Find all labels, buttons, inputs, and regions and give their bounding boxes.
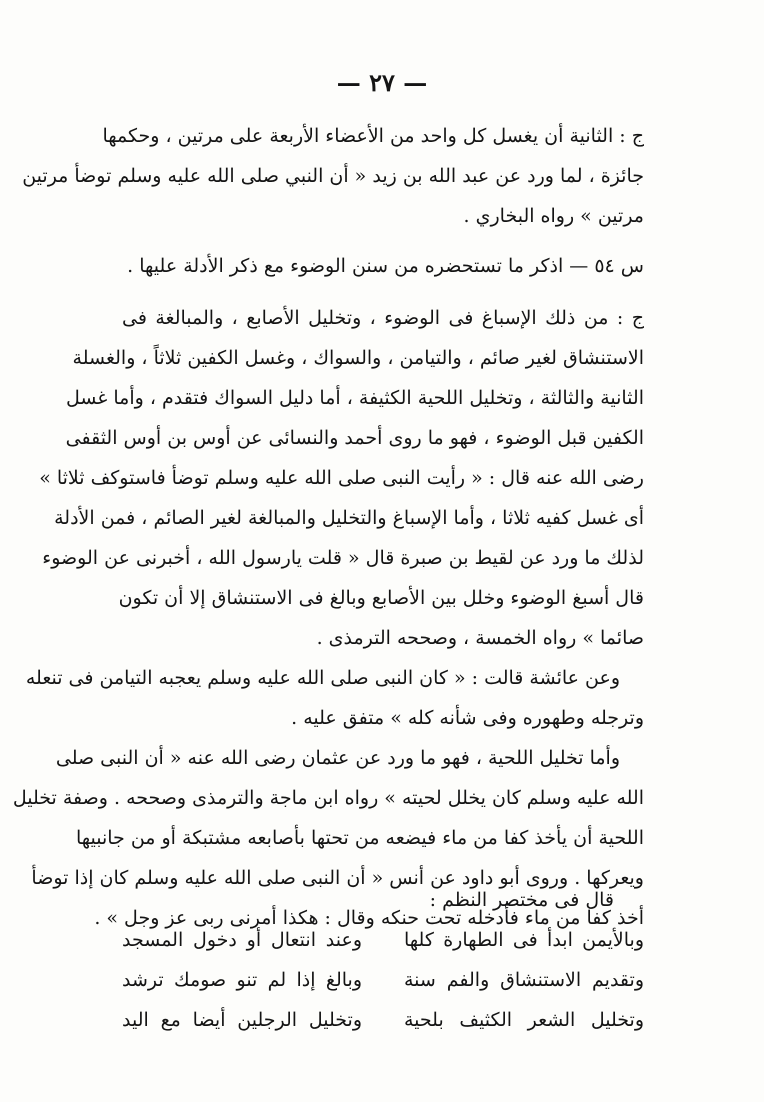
answer-3-paragraph bbox=[22, 116, 644, 236]
text-line: الاستنشاق لغير صائم ، والتيامن ، والسواك ، وغسل الكفين ثلاثاً ، والغسلة bbox=[72, 347, 644, 369]
verse-second-hemistich: وبالغ إذا لم تنو صومك ترشد bbox=[122, 969, 362, 991]
verse-first-hemistich: وتخليل الشعر الكثيف بلحية bbox=[404, 1009, 644, 1031]
text-line: رضى الله عنه قال : « رأيت النبى صلى الله عليه وسلم توضأ فاستوكف ثلاثا » bbox=[39, 467, 644, 489]
text-line: ج : الثانية أن يغسل كل واحد من الأعضاء الأربعة على مرتين ، وحكمها bbox=[102, 125, 644, 147]
text-line: صائما » رواه الخمسة ، وصححه الترمذى . bbox=[316, 627, 644, 649]
text-line: وأما تخليل اللحية ، فهو ما ورد عن عثمان رضى الله عنه « أن النبى صلى bbox=[55, 747, 620, 769]
poem-intro: قال فى مختصر النظم : bbox=[429, 889, 614, 911]
text-line: وترجله وطهوره وفى شأنه كله » متفق عليه . bbox=[291, 707, 644, 729]
question-line: س ٥٤ — اذكر ما تستحضره من سنن الوضوء مع ذكر الأدلة عليها . bbox=[127, 255, 644, 277]
question-54 bbox=[122, 246, 644, 286]
text-line: ويعركها . وروى أبو داود عن أنس « أن النبى صلى الله عليه وسلم كان إذا توضأ bbox=[31, 867, 644, 889]
verse-first-hemistich: وبالأيمن ابدأ فى الطهارة كلها bbox=[404, 929, 644, 951]
text-line: وعن عائشة قالت : « كان النبى صلى الله عليه وسلم يعجبه التيامن فى تنعله bbox=[25, 667, 620, 689]
text-line: أى غسل كفيه ثلاثا ، وأما الإسباغ والتخليل والمبالغة لغير الصائم ، فمن الأدلة bbox=[54, 507, 644, 529]
text-line: الثانية والثالثة ، وتخليل اللحية الكثيفة ، أما دليل السواك فتقدم ، وأما غسل bbox=[66, 387, 644, 409]
poem-verse bbox=[122, 960, 644, 1000]
text-line: الله عليه وسلم كان يخلل لحيته » رواه ابن ماجة والترمذى وصححه . وصفة تخليل bbox=[12, 787, 644, 809]
verse-first-hemistich: وتقديم الاستنشاق والفم سنة bbox=[404, 969, 644, 991]
poem-verse bbox=[122, 1000, 644, 1040]
text-line: الكفين قبل الوضوء ، فهو ما روى أحمد والنسائى عن أوس بن أوس الثقفى bbox=[65, 427, 644, 449]
text-line: مرتين » رواه البخاري . bbox=[463, 205, 644, 227]
text-line: ج : من ذلك الإسباغ فى الوضوء ، وتخليل الأصابع ، والمبالغة فى bbox=[122, 307, 644, 329]
answer-54-paragraph bbox=[12, 298, 644, 938]
page-number: — ٢٧ — bbox=[336, 68, 428, 97]
text-line: لذلك ما ورد عن لقيط بن صبرة قال « قلت يارسول الله ، أخبرنى عن الوضوء bbox=[42, 547, 644, 569]
text-line: اللحية أن يأخذ كفا من ماء فيضعه من تحتها بأصابعه مشتبكة أو من جانبيها bbox=[75, 827, 644, 849]
poem-verse bbox=[122, 920, 644, 960]
verse-second-hemistich: وعند انتعال أو دخول المسجد bbox=[122, 929, 362, 951]
text-line: جائزة ، لما ورد عن عبد الله بن زيد « أن النبي صلى الله عليه وسلم توضأ مرتين bbox=[22, 165, 644, 187]
poem bbox=[122, 920, 644, 1040]
text-line: قال أسبغ الوضوء وخلل بين الأصابع وبالغ فى الاستنشاق إلا أن تكون bbox=[118, 587, 644, 609]
verse-second-hemistich: وتخليل الرجلين أيضا مع اليد bbox=[122, 1009, 362, 1031]
text-line: أخذ كفا من ماء فأدخله تحت حنكه وقال : هكذا أمرنى ربى عز وجل » . bbox=[94, 907, 644, 929]
